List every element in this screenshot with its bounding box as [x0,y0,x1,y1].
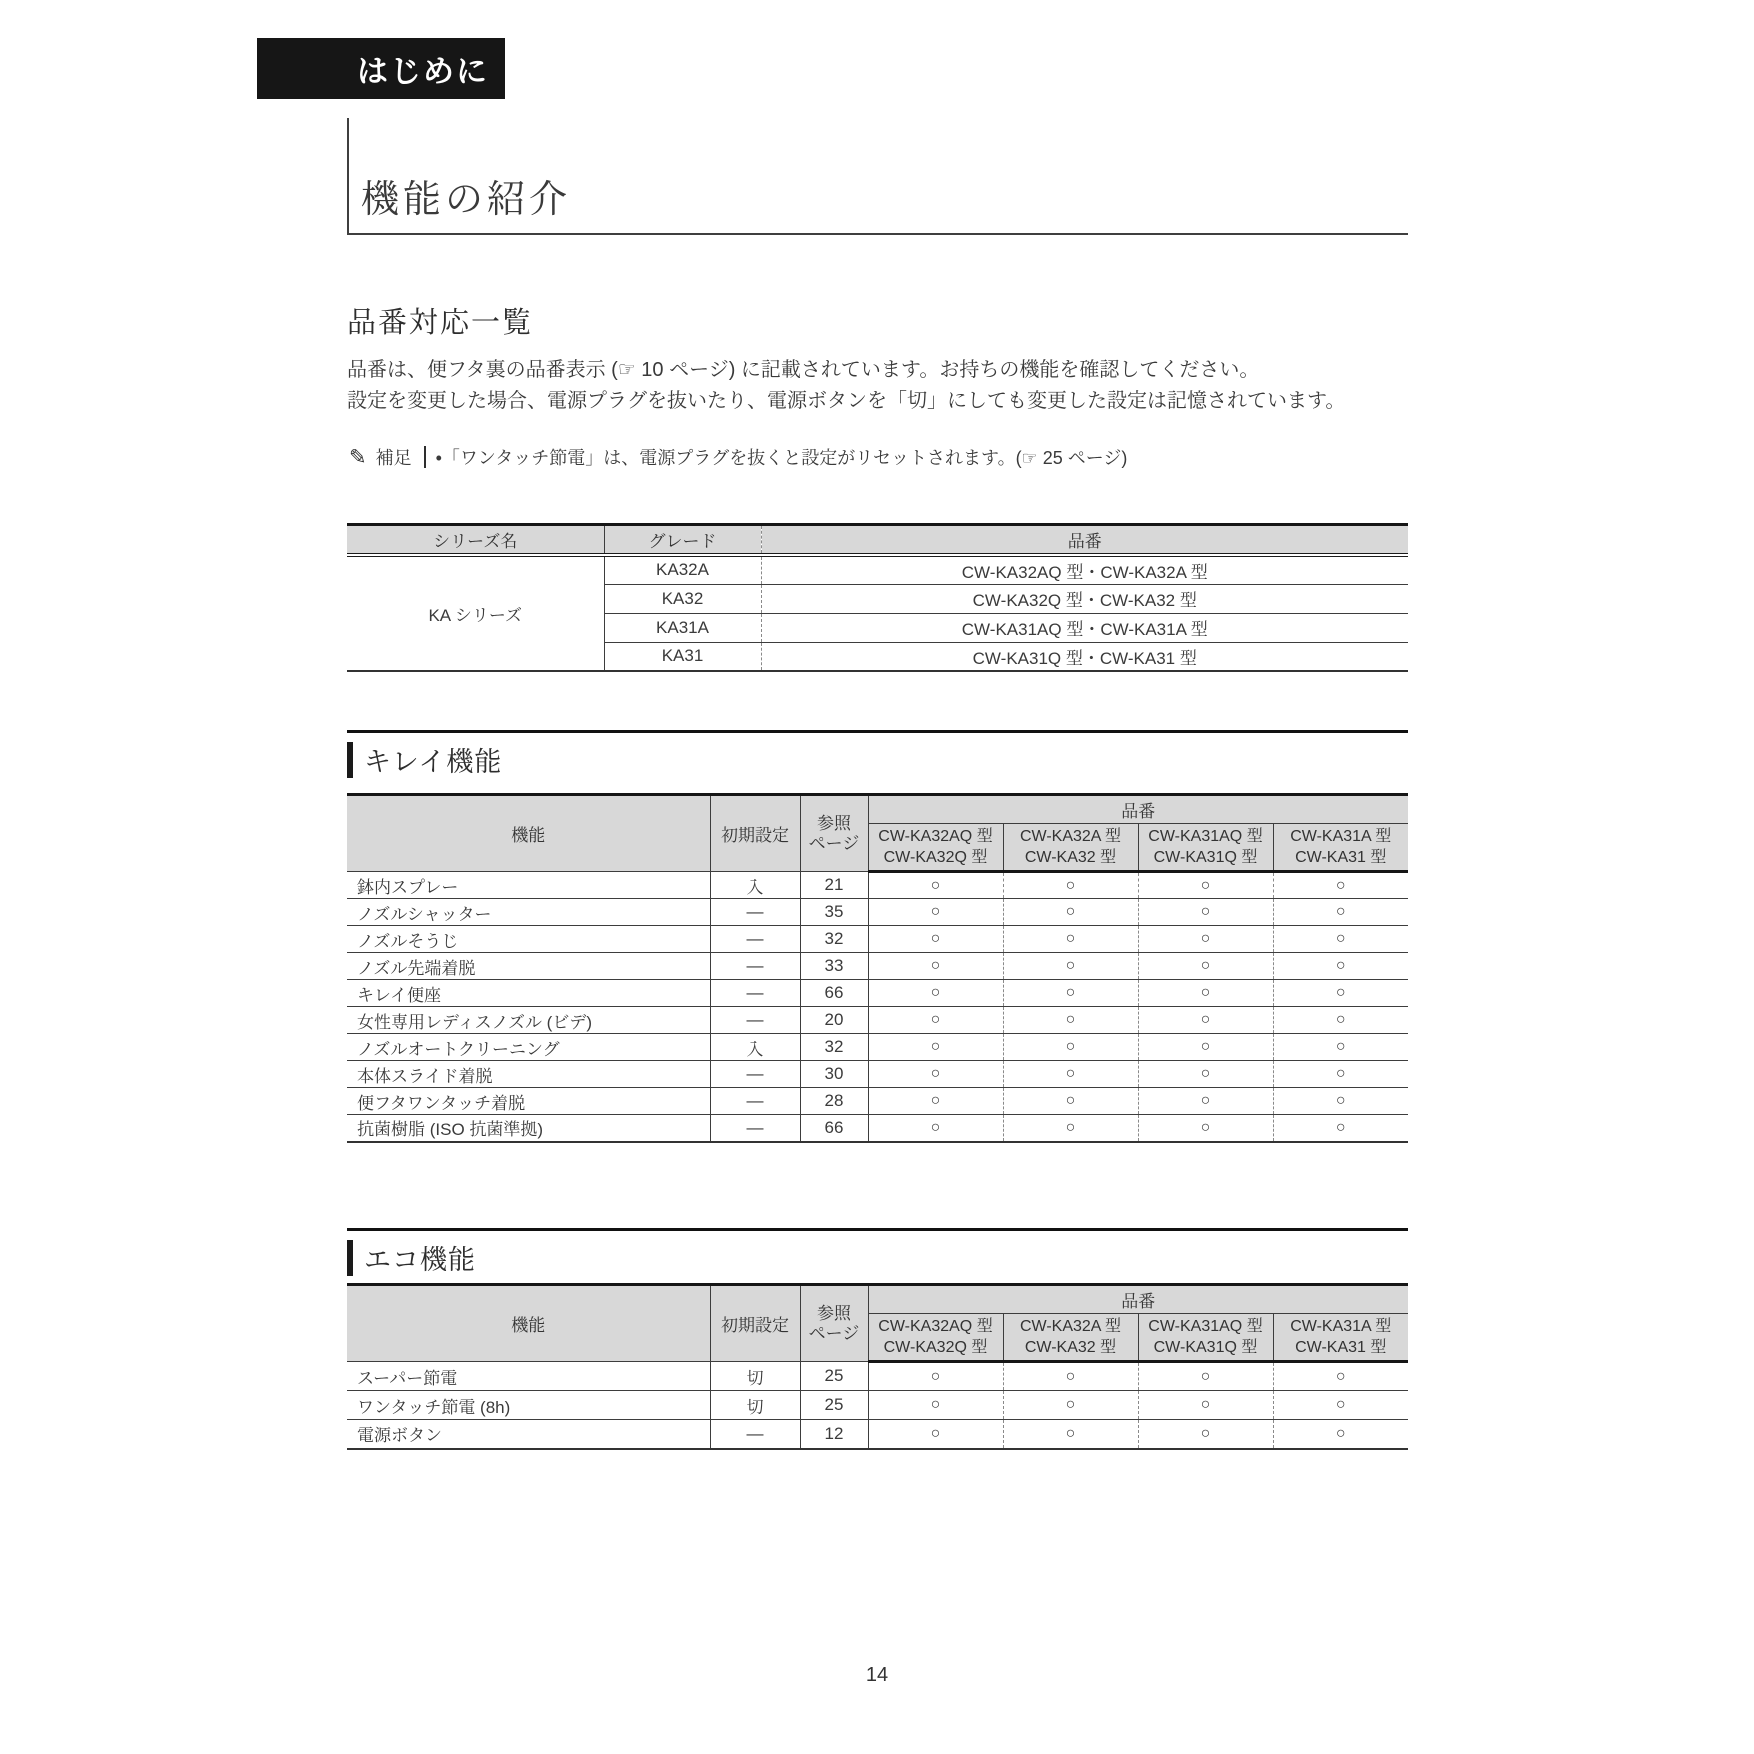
heading-bar [347,742,353,778]
model-support-cell: ○ [1273,953,1408,980]
model-column-header: CW-KA31A 型 CW-KA31 型 [1273,1314,1408,1362]
function-name-cell: ノズル先端着脱 [347,953,710,980]
default-setting-cell: ― [710,1061,800,1088]
intro-line-2: 設定を変更した場合、電源プラグを抜いたり、電源ボタンを「切」にしても変更した設定は記憶されています。 [347,390,1346,412]
model-support-cell: ○ [1138,1061,1273,1088]
ref-page-cell: 28 [800,1088,868,1115]
default-setting-cell: ― [710,926,800,953]
note-line [349,444,1127,470]
grade-cell: KA32A [604,555,761,584]
function-name-cell: 本体スライド着脱 [347,1061,710,1088]
model-support-cell: ○ [1138,926,1273,953]
page-title: 機能の紹介 [361,179,572,221]
col-header-series: シリーズ名 [347,525,604,556]
default-setting-cell: ― [710,1088,800,1115]
model-support-cell: ○ [1003,1034,1138,1061]
grade-cell: KA31 [604,642,761,671]
section-heading-kirei [347,730,1408,779]
table-header-row [347,795,1408,824]
col-header-grade: グレード [604,525,761,556]
ref-page-cell: 32 [800,926,868,953]
models-cell: CW-KA31AQ 型・CW-KA31A 型 [761,613,1408,642]
table-row [347,926,1408,953]
table-row [347,872,1408,899]
ref-page-cell: 32 [800,1034,868,1061]
model-support-cell: ○ [1138,899,1273,926]
ref-page-cell: 33 [800,953,868,980]
default-setting-cell: 切 [710,1391,800,1420]
model-support-cell: ○ [1273,1362,1408,1391]
col-header-function: 機能 [347,1285,710,1362]
pencil-icon: ✎ [349,445,367,469]
model-support-cell: ○ [1003,1088,1138,1115]
series-model-table [347,523,1408,672]
function-name-cell: ノズルシャッター [347,899,710,926]
section-heading-eco-label: エコ機能 [364,1245,476,1275]
table-header-row [347,1285,1408,1314]
kirei-function-table [347,793,1408,1143]
model-support-cell: ○ [1003,1420,1138,1449]
table-row [347,1061,1408,1088]
model-support-cell: ○ [1138,1362,1273,1391]
intro-line-1: 品番は、便フタ裏の品番表示 (☞ 10 ページ) に記載されています。お持ちの機能を確認してください。 [347,359,1260,381]
section-heading-hinban-list: 品番対応一覧 [347,307,534,339]
model-support-cell: ○ [868,1362,1003,1391]
model-support-cell: ○ [868,1088,1003,1115]
note-label: 補足 [375,448,412,468]
model-column-header: CW-KA32A 型 CW-KA32 型 [1003,1314,1138,1362]
models-cell: CW-KA31Q 型・CW-KA31 型 [761,642,1408,671]
series-table-header-row [347,525,1408,556]
col-header-refpage: 参照 ページ [800,1285,868,1362]
model-column-header: CW-KA32AQ 型 CW-KA32Q 型 [868,1314,1003,1362]
model-support-cell: ○ [1138,1007,1273,1034]
series-name-cell: KA シリーズ [428,606,523,625]
section-heading-kirei-label: キレイ機能 [364,747,503,777]
default-setting-cell: ― [710,1115,800,1142]
function-name-cell: 抗菌樹脂 (ISO 抗菌準拠) [347,1115,710,1142]
function-name-cell: 電源ボタン [347,1420,710,1449]
model-support-cell: ○ [1273,899,1408,926]
models-cell: CW-KA32AQ 型・CW-KA32A 型 [761,555,1408,584]
table-row [347,1115,1408,1142]
intro-paragraph [347,355,1417,417]
table-row [347,1391,1408,1420]
model-support-cell: ○ [1138,872,1273,899]
model-support-cell: ○ [1003,1362,1138,1391]
col-header-hinban: 品番 [868,795,1408,824]
chapter-tab-label: はじめに [357,54,489,89]
ref-page-cell: 12 [800,1420,868,1449]
model-support-cell: ○ [1138,1115,1273,1142]
model-support-cell: ○ [1003,926,1138,953]
default-setting-cell: ― [710,899,800,926]
chapter-tab [257,38,505,99]
model-support-cell: ○ [1003,872,1138,899]
ref-page-cell: 20 [800,1007,868,1034]
page-number: 14 [865,1664,889,1686]
model-support-cell: ○ [1138,1420,1273,1449]
default-setting-cell: ― [710,1007,800,1034]
default-setting-cell: 入 [710,1034,800,1061]
col-header-models: 品番 [761,525,1408,556]
ref-page-cell: 66 [800,1115,868,1142]
default-setting-cell: ― [710,980,800,1007]
col-header-function: 機能 [347,795,710,872]
title-block [347,118,1408,235]
col-header-refpage: 参照 ページ [800,795,868,872]
model-support-cell: ○ [868,899,1003,926]
ref-page-cell: 66 [800,980,868,1007]
model-column-header: CW-KA31AQ 型 CW-KA31Q 型 [1138,1314,1273,1362]
model-column-header: CW-KA31AQ 型 CW-KA31Q 型 [1138,824,1273,872]
col-header-default: 初期設定 [710,1285,800,1362]
model-support-cell: ○ [1273,1391,1408,1420]
model-support-cell: ○ [868,1391,1003,1420]
grade-cell: KA32 [604,584,761,613]
table-row [347,953,1408,980]
function-name-cell: 女性専用レディスノズル (ビデ) [347,1007,710,1034]
ref-page-cell: 35 [800,899,868,926]
model-support-cell: ○ [1273,1115,1408,1142]
model-support-cell: ○ [1138,980,1273,1007]
model-support-cell: ○ [868,926,1003,953]
model-support-cell: ○ [1003,953,1138,980]
note-text: •「ワンタッチ節電」は、電源プラグを抜くと設定がリセットされます。(☞ 25 ページ) [435,448,1128,468]
model-support-cell: ○ [1273,1061,1408,1088]
default-setting-cell: ― [710,1420,800,1449]
ref-page-cell: 25 [800,1362,868,1391]
grade-cell: KA31A [604,613,761,642]
model-support-cell: ○ [868,1034,1003,1061]
model-column-header: CW-KA31A 型 CW-KA31 型 [1273,824,1408,872]
model-support-cell: ○ [1003,1115,1138,1142]
model-support-cell: ○ [1273,1420,1408,1449]
model-support-cell: ○ [1138,953,1273,980]
section-heading-eco [347,1228,1408,1277]
model-support-cell: ○ [1273,1007,1408,1034]
function-name-cell: ノズルそうじ [347,926,710,953]
model-support-cell: ○ [868,1420,1003,1449]
col-header-default: 初期設定 [710,795,800,872]
model-support-cell: ○ [1003,980,1138,1007]
model-support-cell: ○ [1003,1007,1138,1034]
function-name-cell: 鉢内スプレー [347,872,710,899]
table-row [347,980,1408,1007]
model-support-cell: ○ [1273,926,1408,953]
model-support-cell: ○ [868,1007,1003,1034]
model-support-cell: ○ [1273,872,1408,899]
model-support-cell: ○ [1273,1034,1408,1061]
function-name-cell: 便フタワンタッチ着脱 [347,1088,710,1115]
default-setting-cell: 入 [710,872,800,899]
ref-page-cell: 25 [800,1391,868,1420]
table-row [347,899,1408,926]
col-header-hinban: 品番 [868,1285,1408,1314]
models-cell: CW-KA32Q 型・CW-KA32 型 [761,584,1408,613]
model-support-cell: ○ [1003,1391,1138,1420]
model-support-cell: ○ [1273,1088,1408,1115]
default-setting-cell: ― [710,953,800,980]
model-support-cell: ○ [1273,980,1408,1007]
table-row [347,1420,1408,1449]
model-column-header: CW-KA32AQ 型 CW-KA32Q 型 [868,824,1003,872]
function-name-cell: ノズルオートクリーニング [347,1034,710,1061]
heading-bar [347,1240,353,1276]
model-support-cell: ○ [868,980,1003,1007]
model-support-cell: ○ [868,1115,1003,1142]
eco-function-table [347,1283,1408,1450]
function-name-cell: キレイ便座 [347,980,710,1007]
function-name-cell: スーパー節電 [347,1362,710,1391]
table-row [347,1007,1408,1034]
function-name-cell: ワンタッチ節電 (8h) [347,1391,710,1420]
table-row [347,1034,1408,1061]
model-support-cell: ○ [868,872,1003,899]
model-support-cell: ○ [1138,1034,1273,1061]
table-row [347,1362,1408,1391]
ref-page-cell: 30 [800,1061,868,1088]
model-support-cell: ○ [1003,899,1138,926]
model-support-cell: ○ [868,953,1003,980]
default-setting-cell: 切 [710,1362,800,1391]
ref-page-cell: 21 [800,872,868,899]
model-support-cell: ○ [1138,1088,1273,1115]
table-row [347,1088,1408,1115]
model-support-cell: ○ [1003,1061,1138,1088]
table-row [347,555,1408,584]
model-support-cell: ○ [868,1061,1003,1088]
model-support-cell: ○ [1138,1391,1273,1420]
model-column-header: CW-KA32A 型 CW-KA32 型 [1003,824,1138,872]
note-divider [424,446,426,468]
